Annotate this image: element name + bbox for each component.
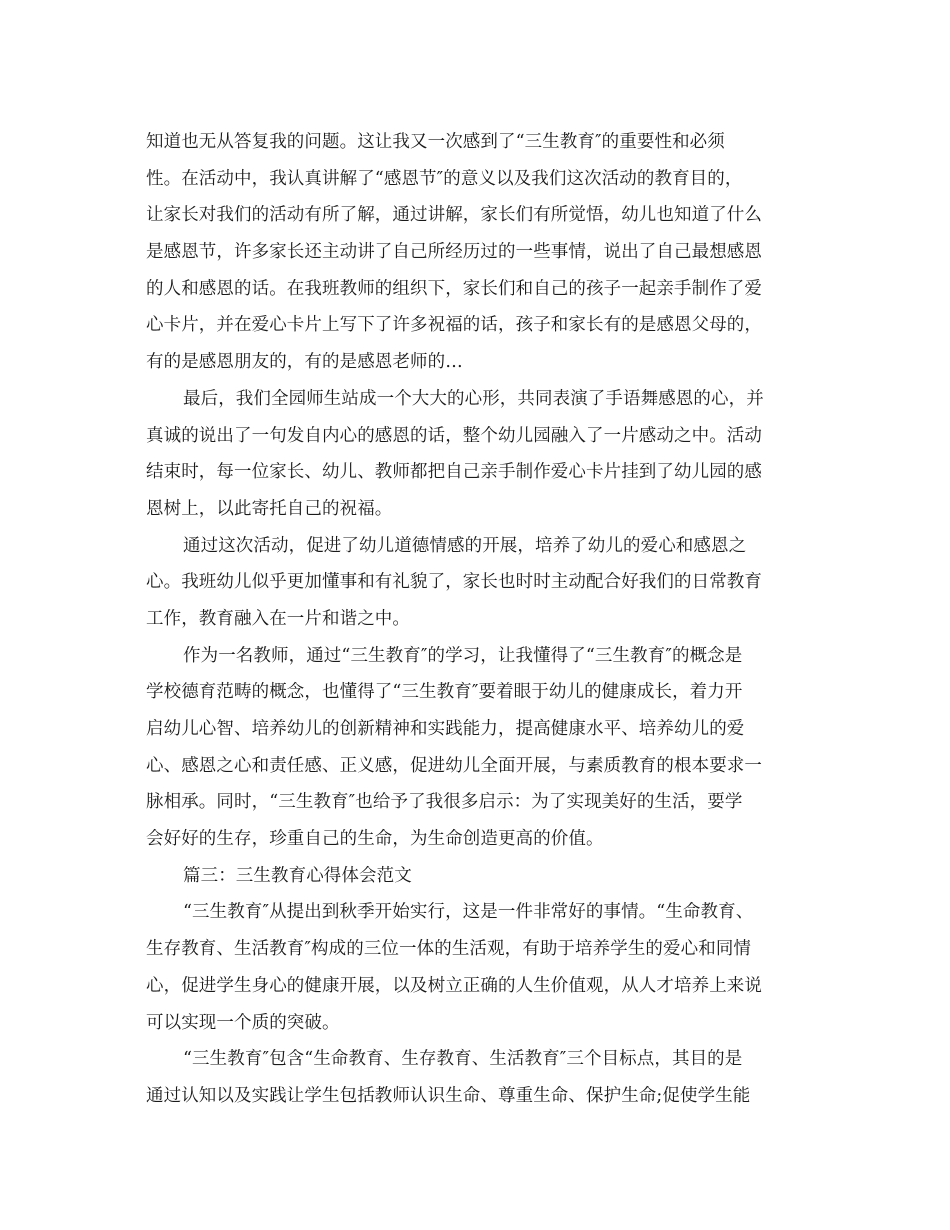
text-line: 脉相承。同时，“三生教育″也给予了我很多启示：为了实现美好的生活，要学 bbox=[146, 792, 743, 813]
paragraph-start-line: 作为一名教师，通过“三生教育″的学习，让我懂得了“三生教育″的概念是 bbox=[183, 645, 743, 666]
text-line: 可以实现一个质的突破。 bbox=[146, 1012, 340, 1033]
text-line: 的人和感恩的话。在我班教师的组织下，家长们和自己的孩子一起亲手制作了爱 bbox=[146, 278, 762, 299]
paragraph-start-line: “三生教育″从提出到秋季开始实行，这是一件非常好的事情。“生命教育、 bbox=[183, 902, 754, 923]
text-line: 学校德育范畴的概念，也懂得了“三生教育″要着眼于幼儿的健康成长，着力开 bbox=[146, 682, 743, 703]
text-line: 心，促进学生身心的健康开展，以及树立正确的人生价值观，从人才培养上来说 bbox=[146, 975, 762, 996]
text-line: 通过认知以及实践让学生包括教师认识生命、尊重生命、保护生命;促使学生能 bbox=[146, 1085, 751, 1106]
text-line: 让家长对我们的活动有所了解，通过讲解，家长们有所觉悟，幼儿也知道了什么 bbox=[146, 205, 762, 226]
section-heading: 篇三：三生教育心得体会范文 bbox=[183, 865, 412, 886]
text-line: 恩树上，以此寄托自己的祝福。 bbox=[146, 498, 393, 519]
text-line: 工作，教育融入在一片和谐之中。 bbox=[146, 608, 410, 629]
text-line: 知道也无从答复我的问题。这让我又一次感到了“三生教育″的重要性和必须 bbox=[146, 132, 725, 152]
text-line: 是感恩节，许多家长还主动讲了自己所经历过的一些事情，说出了自己最想感恩 bbox=[146, 242, 762, 263]
text-line: 生存教育、生活教育″构成的三位一体的生活观，有助于培养学生的爱心和同情 bbox=[146, 939, 752, 960]
text-line: 心、感恩之心和责任感、正义感，促进幼儿全面开展，与素质教育的根本要求一 bbox=[146, 755, 762, 776]
paragraph-start-line: 最后，我们全园师生站成一个大大的心形，共同表演了手语舞感恩的心，并 bbox=[183, 388, 764, 409]
document-page bbox=[146, 124, 806, 1115]
text-line: 心。我班幼儿似乎更加懂事和有礼貌了，家长也时时主动配合好我们的日常教育 bbox=[146, 572, 762, 593]
text-line: 性。在活动中，我认真讲解了“感恩节″的意义以及我们这次活动的教育目的， bbox=[146, 168, 743, 189]
text-line: 心卡片，并在爱心卡片上写下了许多祝福的话，孩子和家长有的是感恩父母的， bbox=[146, 315, 762, 336]
paragraph-start-line: 通过这次活动，促进了幼儿道德情感的开展，培养了幼儿的爱心和感恩之 bbox=[183, 535, 747, 556]
text-line: 启幼儿心智、培养幼儿的创新精神和实践能力，提高健康水平、培养幼儿的爱 bbox=[146, 719, 745, 739]
paragraph-start-line: “三生教育″包含“生命教育、生存教育、生活教育″三个目标点，其目的是 bbox=[183, 1049, 743, 1070]
text-line: 真诚的说出了一句发自内心的感恩的话，整个幼儿园融入了一片感动之中。活动 bbox=[146, 425, 762, 446]
text-line: 有的是感恩朋友的，有的是感恩老师的… bbox=[146, 352, 463, 373]
text-line: 结束时，每一位家长、幼儿、教师都把自己亲手制作爱心卡片挂到了幼儿园的感 bbox=[146, 462, 762, 483]
text-line: 会好好的生存，珍重自己的生命，为生命创造更高的价值。 bbox=[146, 829, 604, 850]
